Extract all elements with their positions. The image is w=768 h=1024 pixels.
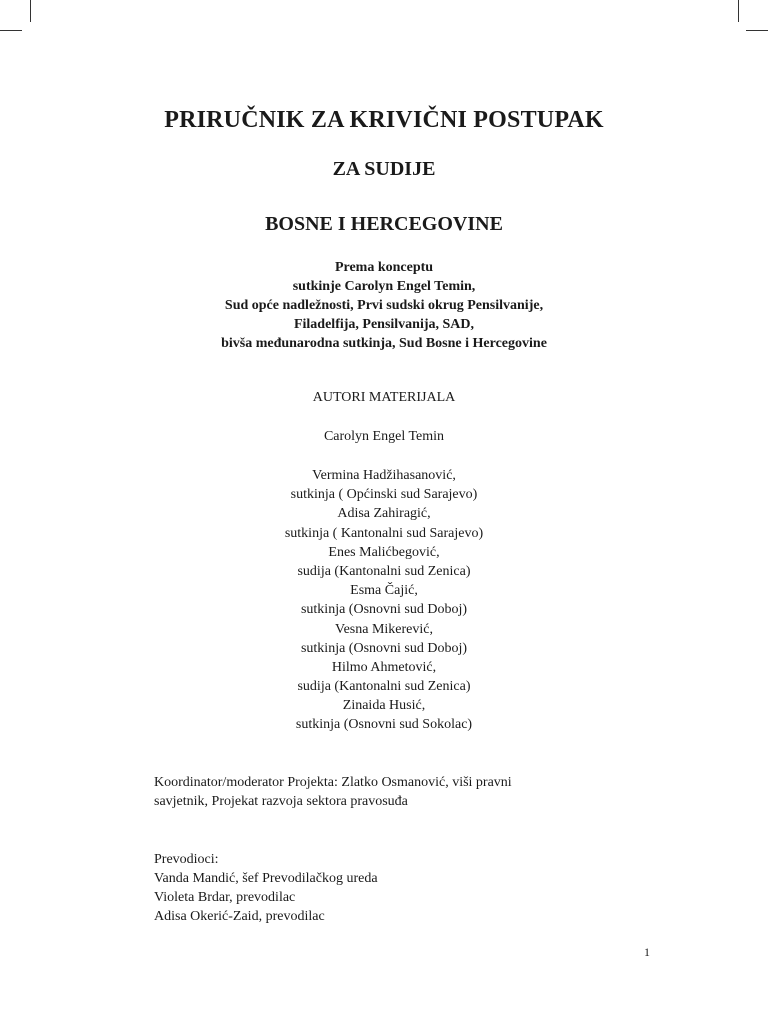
coordinator-line: savjetnik, Projekat razvoja sektora pravosuđa — [154, 794, 408, 809]
author-name: Zinaida Husić, — [342, 698, 426, 714]
translator-line: Violeta Brdar, prevodilac — [154, 890, 296, 905]
author-name: Vermina Hadžihasanović, — [312, 468, 456, 483]
author-role: sudija (Kantonalni sud Zenica) — [297, 679, 471, 695]
coordinator-block — [154, 773, 614, 811]
translators-heading: Prevodioci: — [154, 852, 219, 867]
crop-mark-top-right-horizontal — [746, 30, 768, 31]
concept-line: Sud opće nadležnosti, Prvi sudski okrug Pensilvanije, — [224, 298, 544, 313]
translator-line: Adisa Okerić-Zaid, prevodilac — [154, 909, 325, 924]
crop-mark-top-left-horizontal — [0, 30, 22, 31]
translator-line: Vanda Mandić, šef Prevodilačkog ureda — [154, 871, 378, 886]
document-subtitle-line2: BOSNE I HERCEGOVINE — [265, 213, 503, 235]
crop-mark-top-left-vertical — [30, 0, 31, 22]
page-number: 1 — [644, 945, 650, 959]
concept-block — [0, 258, 768, 353]
author-name: Hilmo Ahmetović, — [331, 659, 437, 675]
translators-block — [154, 850, 614, 926]
author-role: sutkinja (Osnovni sud Sokolac) — [295, 717, 473, 733]
crop-mark-top-right-vertical — [738, 0, 739, 22]
author-name: Enes Malićbegović, — [328, 544, 440, 560]
author-name: Vesna Mikerević, — [335, 621, 433, 637]
concept-line: Prema konceptu — [334, 260, 434, 275]
authors-heading: AUTORI MATERIJALA — [312, 390, 456, 405]
document-subtitle-line1: ZA SUDIJE — [332, 158, 436, 180]
concept-line: Filadelfija, Pensilvanija, SAD, — [293, 317, 475, 332]
author-name: Esma Čajić, — [350, 583, 418, 599]
author-role: sutkinja (Osnovni sud Doboj) — [300, 602, 468, 618]
concept-line: bivša međunarodna sutkinja, Sud Bosne i Hercegovine — [221, 336, 547, 351]
concept-line: sutkinje Carolyn Engel Temin, — [292, 279, 476, 294]
author-role: sutkinja ( Općinski sud Sarajevo) — [290, 487, 478, 503]
author-role: sutkinja ( Kantonalni sud Sarajevo) — [284, 525, 484, 541]
document-title: PRIRUČNIK ZA KRIVIČNI POSTUPAK — [164, 107, 604, 133]
author-role: sutkinja (Osnovni sud Doboj) — [300, 640, 468, 656]
author-role: sudija (Kantonalni sud Zenica) — [297, 563, 471, 579]
authors-list — [0, 466, 768, 735]
author-name: Adisa Zahiragić, — [337, 506, 431, 522]
coordinator-line: Koordinator/moderator Projekta: Zlatko Osmanović, viši pravni — [154, 775, 512, 790]
lead-author: Carolyn Engel Temin — [323, 429, 445, 444]
